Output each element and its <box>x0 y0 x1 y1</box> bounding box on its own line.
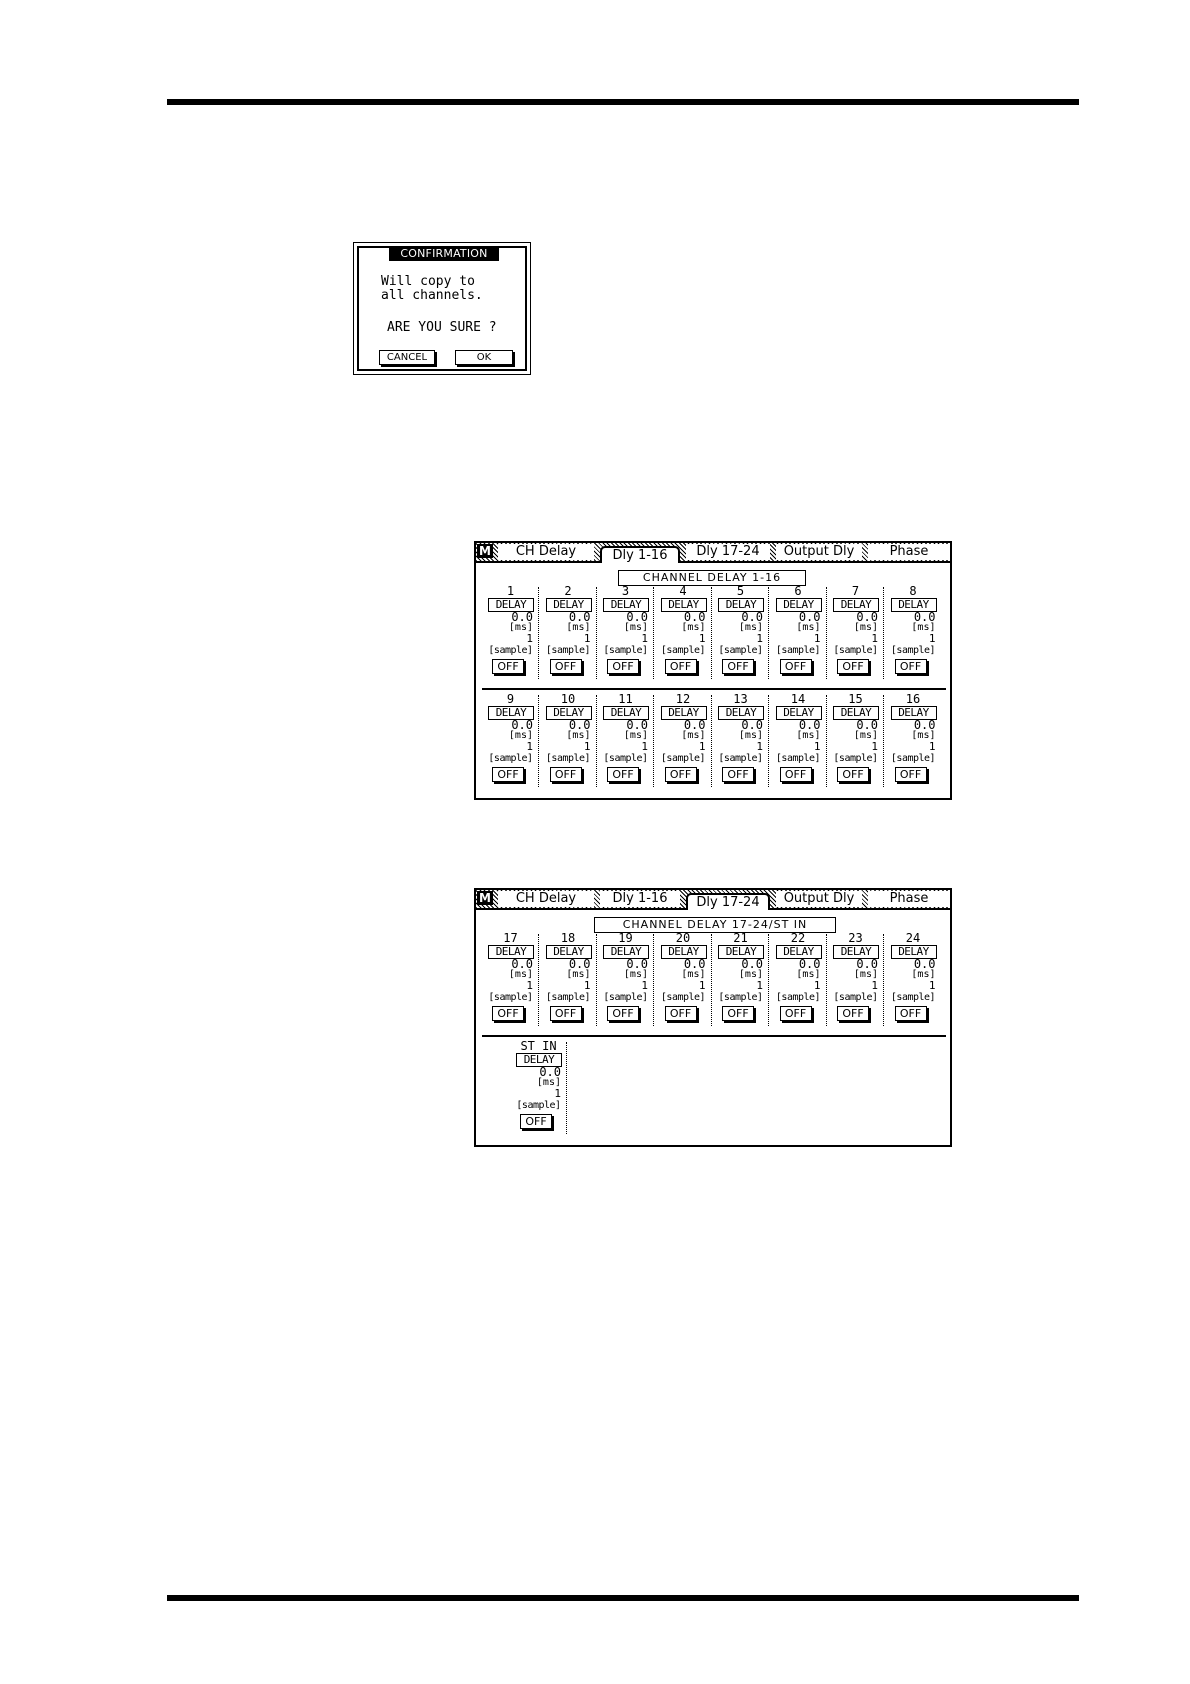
channel-strip <box>712 932 769 1030</box>
delay-sample-value[interactable]: 1 <box>871 979 878 992</box>
delay-sample-value[interactable]: 1 <box>698 632 706 645</box>
channel-strip <box>655 693 712 791</box>
sample-unit-label: [sample] <box>545 645 591 656</box>
channel-number: 18 <box>560 931 576 945</box>
ms-unit-label: [ms] <box>508 969 533 980</box>
delay-button[interactable]: DELAY <box>718 598 764 612</box>
delay-sample-value[interactable]: 1 <box>871 740 878 753</box>
sample-unit-label: [sample] <box>488 753 533 764</box>
delay-button[interactable]: DELAY <box>516 1053 562 1067</box>
delay-ms-value[interactable]: 0.0 <box>856 957 878 971</box>
channel-strip <box>540 932 597 1030</box>
channel-number: 24 <box>905 931 921 945</box>
channel-strip <box>482 932 539 1030</box>
page-title: CHANNEL DELAY 1-16 <box>618 570 806 586</box>
tab-ch-delay[interactable]: CH Delay <box>498 544 594 560</box>
ms-unit-label: [ms] <box>853 730 878 741</box>
tab-bar <box>476 543 950 563</box>
delay-button[interactable]: DELAY <box>661 706 707 720</box>
sample-unit-label: [sample] <box>488 645 533 656</box>
channel-number: 13 <box>733 692 748 706</box>
sample-unit-label: [sample] <box>603 645 648 656</box>
delay-button[interactable]: DELAY <box>833 945 879 959</box>
delay-button[interactable]: DELAY <box>661 598 707 612</box>
on-off-button[interactable]: OFF <box>665 1006 697 1021</box>
sample-unit-label: [sample] <box>660 645 706 656</box>
on-off-button[interactable]: OFF <box>492 659 524 674</box>
column-divider <box>566 1042 567 1134</box>
delay-sample-value[interactable]: 1 <box>756 632 763 645</box>
sample-unit-label: [sample] <box>718 992 763 1003</box>
sample-unit-label: [sample] <box>545 992 591 1003</box>
ok-button[interactable]: OK <box>455 350 513 365</box>
delay-ms-value[interactable]: 0.0 <box>913 610 936 624</box>
delay-ms-value[interactable]: 0.0 <box>626 610 648 624</box>
channel-strip <box>482 585 539 683</box>
delay-sample-value[interactable]: 1 <box>554 1087 561 1100</box>
sample-unit-label: [sample] <box>833 753 878 764</box>
delay-ms-value[interactable]: 0.0 <box>568 957 591 971</box>
delay-ms-value[interactable]: 0.0 <box>913 718 936 732</box>
confirmation-dialog <box>353 242 531 375</box>
sample-unit-label: [sample] <box>775 992 821 1003</box>
row-divider <box>482 1035 946 1037</box>
dialog-question: ARE YOU SURE ? <box>387 320 497 335</box>
tab-phase[interactable]: Phase <box>868 891 950 907</box>
channel-strip <box>770 585 827 683</box>
tab-dly-17-24[interactable]: Dly 17-24 <box>686 544 770 560</box>
channel-number: 16 <box>905 692 921 706</box>
delay-ms-value[interactable]: 0.0 <box>683 610 706 624</box>
delay-button[interactable]: DELAY <box>546 598 592 612</box>
ms-unit-label: [ms] <box>796 622 821 633</box>
cancel-button[interactable]: CANCEL <box>379 350 435 365</box>
channel-strip <box>885 585 942 683</box>
ms-unit-label: [ms] <box>853 622 878 633</box>
channel-number: 15 <box>848 692 863 706</box>
ms-unit-label: [ms] <box>681 730 706 741</box>
ms-unit-label: [ms] <box>566 730 591 741</box>
on-off-button[interactable]: OFF <box>722 767 754 782</box>
ms-unit-label: [ms] <box>623 622 648 633</box>
channel-number: 17 <box>503 931 518 945</box>
channel-number: 19 <box>618 931 633 945</box>
on-off-button[interactable]: OFF <box>492 1006 524 1021</box>
delay-ms-value[interactable]: 0.0 <box>798 957 821 971</box>
channel-number: 23 <box>848 931 863 945</box>
tab-bar <box>476 890 950 910</box>
delay-button[interactable]: DELAY <box>891 945 937 959</box>
tab-ch-delay[interactable]: CH Delay <box>498 891 594 907</box>
channel-strip <box>827 693 884 791</box>
delay-button[interactable]: DELAY <box>546 706 592 720</box>
delay-button[interactable]: DELAY <box>891 598 937 612</box>
delay-sample-value[interactable]: 1 <box>928 740 936 753</box>
delay-sample-value[interactable]: 1 <box>813 979 821 992</box>
ms-unit-label: [ms] <box>623 730 648 741</box>
delay-button[interactable]: DELAY <box>488 945 534 959</box>
tab-dly-1-16[interactable]: Dly 1-16 <box>600 546 680 563</box>
delay-ms-value[interactable]: 0.0 <box>683 957 706 971</box>
channel-strip <box>540 585 597 683</box>
dialog-message: Will copy to all channels. <box>381 274 483 303</box>
delay-ms-value[interactable]: 0.0 <box>741 610 763 624</box>
delay-ms-value[interactable]: 0.0 <box>856 610 878 624</box>
top-rule <box>167 99 1079 105</box>
on-off-button[interactable]: OFF <box>520 1114 552 1129</box>
delay-sample-value[interactable]: 1 <box>641 979 648 992</box>
page-title: CHANNEL DELAY 17-24/ST IN <box>594 917 836 933</box>
sample-unit-label: [sample] <box>775 645 821 656</box>
on-off-button[interactable]: OFF <box>837 1006 869 1021</box>
channel-strip <box>827 585 884 683</box>
on-off-button[interactable]: OFF <box>550 659 582 674</box>
sample-unit-label: [sample] <box>603 753 648 764</box>
channel-number: 22 <box>790 931 806 945</box>
delay-button[interactable]: DELAY <box>546 945 592 959</box>
delay-sample-value[interactable]: 1 <box>871 632 878 645</box>
delay-ms-value[interactable]: 0.0 <box>626 957 648 971</box>
channel-strip <box>770 932 827 1030</box>
delay-ms-value[interactable]: 0.0 <box>539 1065 561 1079</box>
delay-sample-value[interactable]: 1 <box>526 740 533 753</box>
delay-button[interactable]: DELAY <box>891 706 937 720</box>
tab-output-dly[interactable]: Output Dly <box>776 544 862 560</box>
ms-unit-label: [ms] <box>738 969 763 980</box>
delay-sample-value[interactable]: 1 <box>813 740 821 753</box>
sample-unit-label: [sample] <box>660 992 706 1003</box>
sample-unit-label: [sample] <box>545 753 591 764</box>
sample-unit-label: [sample] <box>718 753 763 764</box>
delay-sample-value[interactable]: 1 <box>756 979 763 992</box>
ms-unit-label: [ms] <box>911 730 936 741</box>
sample-unit-label: [sample] <box>603 992 648 1003</box>
channel-number: 21 <box>733 931 748 945</box>
ms-unit-label: [ms] <box>738 622 763 633</box>
channel-number: 14 <box>790 692 806 706</box>
m-indicator: M <box>477 544 493 558</box>
channel-number: 8 <box>909 584 917 598</box>
channel-strip <box>655 585 712 683</box>
channel-strip <box>597 585 654 683</box>
on-off-button[interactable]: OFF <box>780 659 812 674</box>
delay-sample-value[interactable]: 1 <box>928 979 936 992</box>
on-off-button[interactable]: OFF <box>837 659 869 674</box>
delay-ms-value[interactable]: 0.0 <box>568 718 591 732</box>
channel-number: 2 <box>564 584 572 598</box>
ms-unit-label: [ms] <box>536 1077 561 1088</box>
channel-number: ST IN <box>520 1039 557 1053</box>
channel-strip <box>827 932 884 1030</box>
delay-sample-value[interactable]: 1 <box>641 632 648 645</box>
delay-button[interactable]: DELAY <box>488 598 534 612</box>
sample-unit-label: [sample] <box>775 753 821 764</box>
channel-strip <box>540 693 597 791</box>
delay-ms-value[interactable]: 0.0 <box>683 718 706 732</box>
delay-sample-value[interactable]: 1 <box>756 740 763 753</box>
channel-number: 7 <box>851 584 860 598</box>
delay-ms-value[interactable]: 0.0 <box>798 718 821 732</box>
channel-strip <box>885 693 942 791</box>
delay-button[interactable]: DELAY <box>776 598 822 612</box>
ms-unit-label: [ms] <box>623 969 648 980</box>
channel-delay-screen-17-24 <box>474 888 952 1147</box>
tab-dly-1-16[interactable]: Dly 1-16 <box>600 891 680 907</box>
delay-sample-value[interactable]: 1 <box>698 979 706 992</box>
channel-number: 5 <box>736 584 745 598</box>
tab-output-dly[interactable]: Output Dly <box>776 891 862 907</box>
delay-sample-value[interactable]: 1 <box>813 632 821 645</box>
delay-button[interactable]: DELAY <box>833 598 879 612</box>
delay-ms-value[interactable]: 0.0 <box>511 610 533 624</box>
ms-unit-label: [ms] <box>738 730 763 741</box>
sample-unit-label: [sample] <box>516 1100 561 1111</box>
ms-unit-label: [ms] <box>508 730 533 741</box>
on-off-button[interactable]: OFF <box>550 1006 582 1021</box>
delay-sample-value[interactable]: 1 <box>526 979 533 992</box>
m-indicator: M <box>477 891 493 905</box>
on-off-button[interactable]: OFF <box>780 1006 812 1021</box>
ms-unit-label: [ms] <box>911 969 936 980</box>
delay-sample-value[interactable]: 1 <box>641 740 648 753</box>
sample-unit-label: [sample] <box>488 992 533 1003</box>
channel-strip <box>510 1040 567 1138</box>
sample-unit-label: [sample] <box>718 645 763 656</box>
delay-ms-value[interactable]: 0.0 <box>511 957 533 971</box>
delay-ms-value[interactable]: 0.0 <box>568 610 591 624</box>
ms-unit-label: [ms] <box>796 730 821 741</box>
delay-ms-value[interactable]: 0.0 <box>626 718 648 732</box>
channel-strip <box>712 693 769 791</box>
on-off-button[interactable]: OFF <box>492 767 524 782</box>
channel-strip <box>655 932 712 1030</box>
delay-button[interactable]: DELAY <box>661 945 707 959</box>
delay-sample-value[interactable]: 1 <box>526 632 533 645</box>
sample-unit-label: [sample] <box>890 645 936 656</box>
ms-unit-label: [ms] <box>681 622 706 633</box>
channel-strip <box>770 693 827 791</box>
dialog-frame <box>357 246 527 371</box>
ms-unit-label: [ms] <box>681 969 706 980</box>
delay-button[interactable]: DELAY <box>776 706 822 720</box>
delay-button[interactable]: DELAY <box>718 706 764 720</box>
delay-button[interactable]: DELAY <box>603 706 649 720</box>
on-off-button[interactable]: OFF <box>722 659 754 674</box>
delay-sample-value[interactable]: 1 <box>928 632 936 645</box>
ms-unit-label: [ms] <box>508 622 533 633</box>
on-off-button[interactable]: OFF <box>895 659 927 674</box>
delay-button[interactable]: DELAY <box>603 598 649 612</box>
sample-unit-label: [sample] <box>833 992 878 1003</box>
delay-sample-value[interactable]: 1 <box>698 740 706 753</box>
channel-number: 20 <box>675 931 691 945</box>
row-divider <box>482 688 946 690</box>
channel-number: 1 <box>506 584 515 598</box>
ms-unit-label: [ms] <box>853 969 878 980</box>
bottom-rule <box>167 1595 1079 1601</box>
on-off-button[interactable]: OFF <box>665 767 697 782</box>
on-off-button[interactable]: OFF <box>550 767 582 782</box>
channel-number: 10 <box>560 692 576 706</box>
channel-number: 11 <box>618 692 633 706</box>
channel-strip <box>597 932 654 1030</box>
ms-unit-label: [ms] <box>566 622 591 633</box>
delay-button[interactable]: DELAY <box>718 945 764 959</box>
delay-sample-value[interactable]: 1 <box>583 979 591 992</box>
delay-ms-value[interactable]: 0.0 <box>741 718 763 732</box>
sample-unit-label: [sample] <box>833 645 878 656</box>
delay-ms-value[interactable]: 0.0 <box>511 718 533 732</box>
delay-button[interactable]: DELAY <box>488 706 534 720</box>
delay-sample-value[interactable]: 1 <box>583 632 591 645</box>
channel-number: 4 <box>679 584 687 598</box>
delay-button[interactable]: DELAY <box>603 945 649 959</box>
channel-strip <box>712 585 769 683</box>
ms-unit-label: [ms] <box>911 622 936 633</box>
tab-dly-17-24[interactable]: Dly 17-24 <box>686 893 770 910</box>
ms-unit-label: [ms] <box>796 969 821 980</box>
on-off-button[interactable]: OFF <box>607 1006 639 1021</box>
channel-delay-screen-1-16 <box>474 541 952 800</box>
sample-unit-label: [sample] <box>890 753 936 764</box>
channel-number: 9 <box>506 692 515 706</box>
delay-button[interactable]: DELAY <box>776 945 822 959</box>
delay-sample-value[interactable]: 1 <box>583 740 591 753</box>
sample-unit-label: [sample] <box>660 753 706 764</box>
on-off-button[interactable]: OFF <box>837 767 869 782</box>
delay-ms-value[interactable]: 0.0 <box>913 957 936 971</box>
delay-button[interactable]: DELAY <box>833 706 879 720</box>
tab-phase[interactable]: Phase <box>868 544 950 560</box>
delay-ms-value[interactable]: 0.0 <box>856 718 878 732</box>
on-off-button[interactable]: OFF <box>895 1006 927 1021</box>
sample-unit-label: [sample] <box>890 992 936 1003</box>
delay-ms-value[interactable]: 0.0 <box>741 957 763 971</box>
channel-strip <box>597 693 654 791</box>
channel-number: 3 <box>621 584 630 598</box>
ms-unit-label: [ms] <box>566 969 591 980</box>
dialog-title: CONFIRMATION <box>389 247 499 261</box>
on-off-button[interactable]: OFF <box>665 659 697 674</box>
channel-number: 12 <box>675 692 691 706</box>
on-off-button[interactable]: OFF <box>780 767 812 782</box>
on-off-button[interactable]: OFF <box>607 659 639 674</box>
on-off-button[interactable]: OFF <box>607 767 639 782</box>
on-off-button[interactable]: OFF <box>722 1006 754 1021</box>
channel-number: 6 <box>794 584 802 598</box>
on-off-button[interactable]: OFF <box>895 767 927 782</box>
delay-ms-value[interactable]: 0.0 <box>798 610 821 624</box>
channel-strip <box>885 932 942 1030</box>
channel-strip <box>482 693 539 791</box>
